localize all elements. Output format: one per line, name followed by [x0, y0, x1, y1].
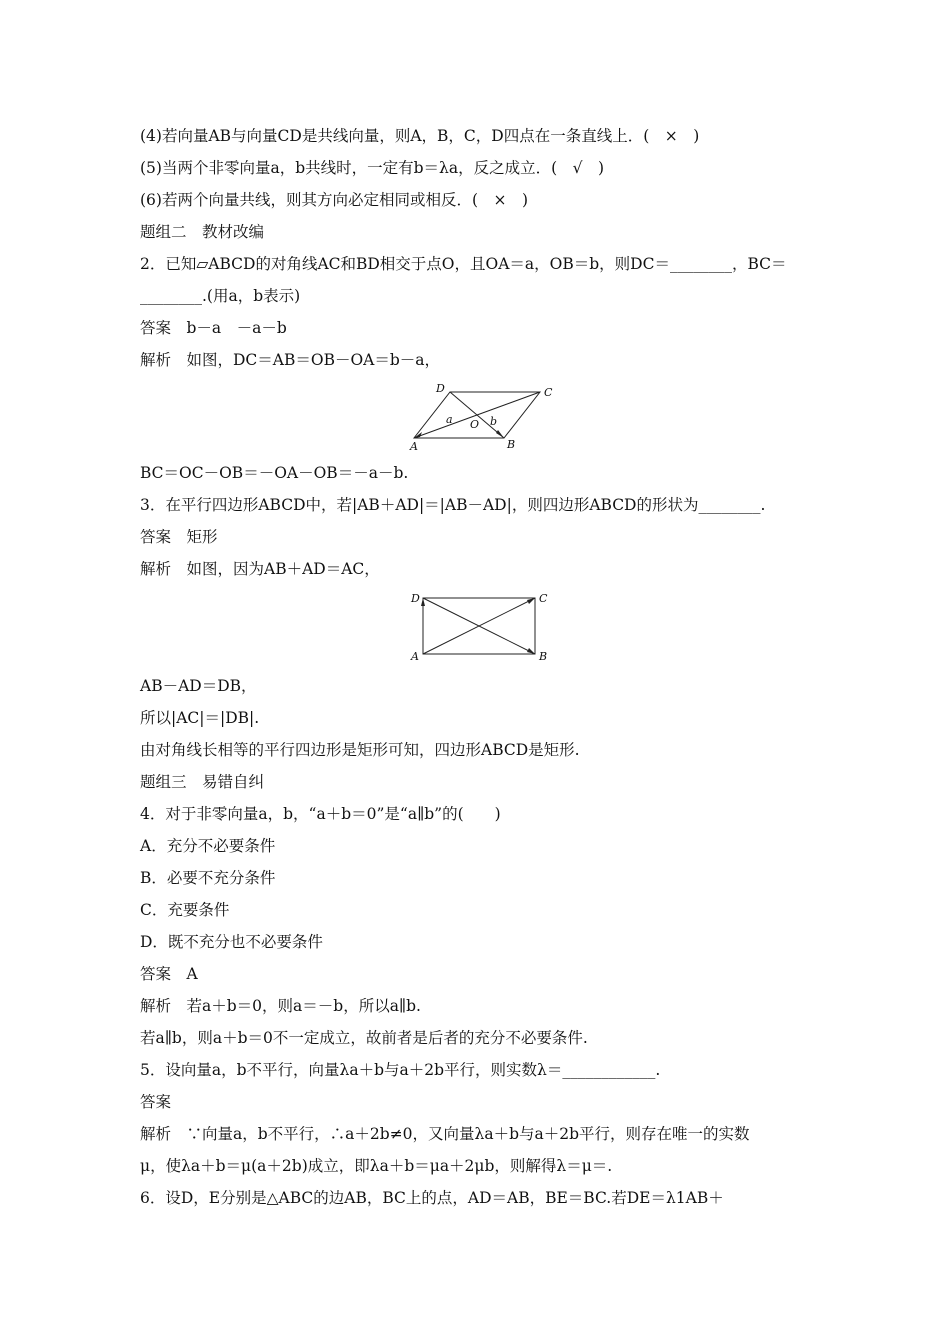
rect-label-a: A — [411, 650, 419, 663]
option-a: A．充分不必要条件 — [140, 837, 276, 855]
analysis-2: 解析 如图，DC＝AB＝OB－OA＝b－a， — [140, 351, 441, 369]
option-d: D．既不充分也不必要条件 — [140, 933, 323, 951]
question-2-line-2: ________.(用a，b表示) — [140, 287, 301, 305]
question-2-line-1: 2．已知▱ABCD的对角线AC和BD相交于点O，且OA＝a，OB＝b，则DC＝________，BC＝ — [140, 255, 787, 273]
text-line-3: (6)若两个向量共线，则其方向必定相同或相反．( × ) — [140, 191, 529, 209]
answer-2: 答案 b－a －a－b — [140, 319, 287, 337]
vector-label-b: b — [490, 415, 498, 428]
parallelogram-figure — [408, 380, 558, 452]
option-c: C．充要条件 — [140, 901, 230, 919]
rect-label-c: C — [539, 592, 548, 605]
question-6: 6．设D，E分别是△ABC的边AB，BC上的点，AD＝AB，BE＝BC.若DE＝λ1AB＋ — [140, 1189, 724, 1207]
rect-label-d: D — [411, 592, 420, 605]
question-4: 4．对于非零向量a，b，“a＋b＝0”是“a∥b”的( ) — [140, 805, 501, 823]
analysis-3: 解析 如图，因为AB＋AD＝AC， — [140, 560, 380, 578]
section-heading-2: 题组二 教材改编 — [140, 223, 265, 241]
rect-label-b: B — [539, 650, 548, 663]
analysis-3-conclusion: 由对角线长相等的平行四边形是矩形可知，四边形ABCD是矩形. — [140, 741, 580, 759]
analysis-2-result: BC＝OC－OB＝－OA－OB＝－a－b. — [140, 464, 409, 482]
option-b: B．必要不充分条件 — [140, 869, 276, 887]
question-3: 3．在平行四边形ABCD中，若|AB＋AD|＝|AB－AD|，则四边形ABCD的形状为________. — [140, 496, 766, 514]
vector-label-a: a — [446, 413, 453, 426]
analysis-3-line-2: AB－AD＝DB， — [140, 677, 257, 695]
point-label-o: O — [470, 418, 480, 431]
point-label-b: B — [507, 438, 516, 451]
point-label-d: D — [436, 382, 445, 395]
rectangle-figure — [408, 588, 558, 668]
analysis-4-line-1: 解析 若a＋b＝0，则a＝－b，所以a∥b. — [140, 997, 421, 1015]
section-heading-3: 题组三 易错自纠 — [140, 773, 265, 791]
answer-5: 答案 — [140, 1093, 172, 1111]
answer-3: 答案 矩形 — [140, 528, 218, 546]
analysis-4-line-2: 若a∥b，则a＋b＝0不一定成立，故前者是后者的充分不必要条件. — [140, 1029, 588, 1047]
point-label-a: A — [410, 440, 418, 452]
question-5: 5．设向量a，b不平行，向量λa＋b与a＋2b平行，则实数λ＝____________. — [140, 1061, 661, 1079]
analysis-5-line-2: μ，使λa＋b＝μ(a＋2b)成立，即λa＋b＝μa＋2μb，则解得λ＝μ＝. — [140, 1157, 613, 1175]
analysis-5-line-1: 解析 ∵向量a，b不平行，∴a＋2b≠0，又向量λa＋b与a＋2b平行，则存在唯一的实数 — [140, 1125, 750, 1143]
text-line-1: (4)若向量AB与向量CD是共线向量，则A，B，C，D四点在一条直线上．( × ) — [140, 127, 700, 145]
answer-4: 答案 A — [140, 965, 198, 983]
text-line-2: (5)当两个非零向量a，b共线时，一定有b＝λa，反之成立．( √ ) — [140, 159, 605, 177]
analysis-3-line-3: 所以|AC|＝|DB|. — [140, 709, 260, 727]
point-label-c: C — [544, 386, 553, 399]
